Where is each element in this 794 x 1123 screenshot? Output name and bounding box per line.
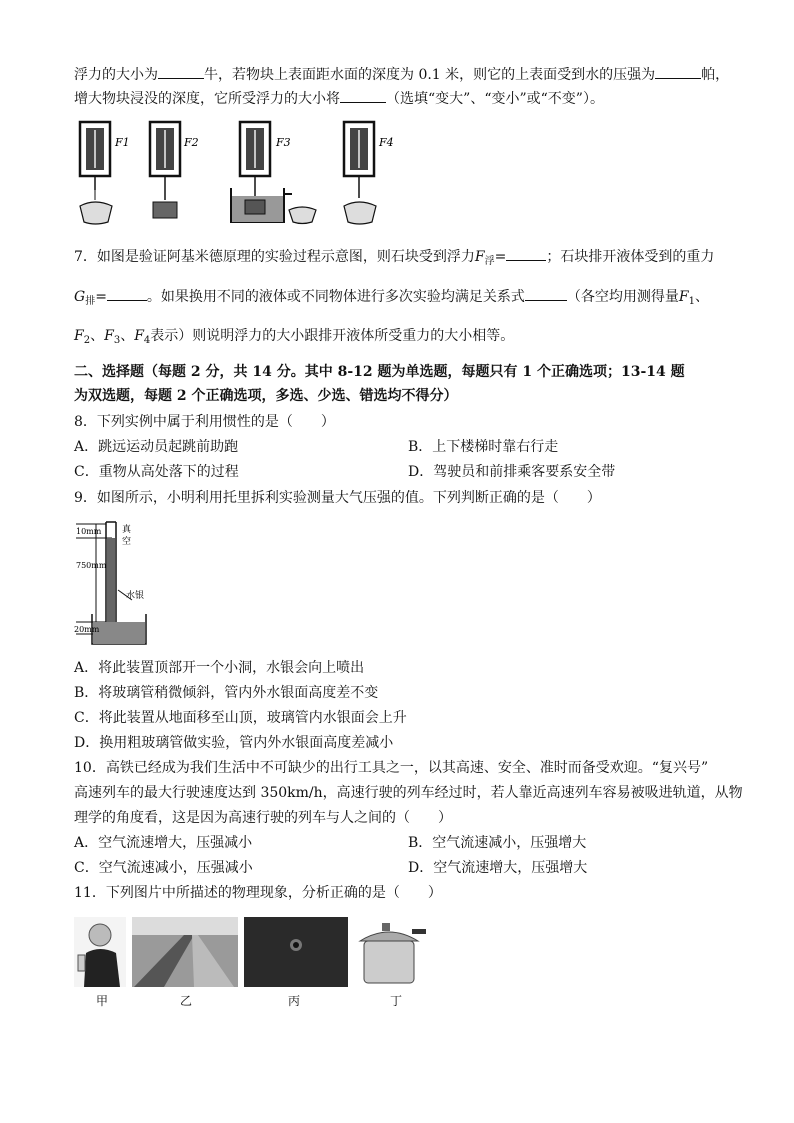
spring-scale-1: [80, 122, 112, 224]
q10-option-d[interactable]: D．空气流速增大，压强增大: [408, 860, 588, 876]
q10-option-b[interactable]: B．空气流速减小，压强增大: [408, 835, 587, 851]
scale-label-f3: F3: [276, 136, 291, 149]
scale-label-f2: F2: [184, 136, 199, 149]
photo-jia: [74, 917, 126, 987]
label-10mm: 10mm: [76, 527, 102, 536]
photo-label-bing: 丙: [288, 994, 301, 1008]
q9-option-c[interactable]: C．将此装置从地面移至山顶，玻璃管内水银面会上升: [74, 710, 407, 726]
q9-option-d[interactable]: D．换用粗玻璃管做实验，管内外水银面高度差减小: [74, 735, 394, 751]
label-vacuum-2: 空: [122, 537, 132, 547]
label-mercury: 水银: [126, 591, 145, 601]
answer-blank[interactable]: [655, 64, 701, 79]
q10-line-3: 理学的角度看，这是因为高速行驶的列车与人之间的（ ）: [74, 810, 452, 826]
q8-option-c[interactable]: C．重物从高处落下的过程: [74, 464, 239, 480]
spring-scale-3: [231, 122, 316, 224]
answer-blank[interactable]: [158, 64, 204, 79]
label-20mm: 20mm: [74, 625, 100, 634]
answer-blank[interactable]: [525, 286, 567, 301]
q8-option-b[interactable]: B．上下楼梯时靠右行走: [408, 439, 559, 455]
q10-line-2: 高速列车的最大行驶速度达到 350km/h，高速行驶的列车经过时，若人靠近高速列车容易被吸进轨道，从物: [74, 785, 743, 801]
photo-bing: [244, 917, 348, 987]
answer-blank[interactable]: [506, 246, 546, 261]
spring-scale-4: [344, 122, 376, 224]
q8-stem: 8．下列实例中属于利用惯性的是（ ）: [74, 414, 335, 430]
q8-option-d[interactable]: D．驾驶员和前排乘客要系安全带: [408, 464, 616, 480]
scale-label-f4: F4: [379, 136, 394, 149]
q11-stem: 11．下列图片中所描述的物理现象，分析正确的是（ ）: [74, 885, 442, 901]
photo-ding: [354, 917, 426, 987]
section-heading: 二、选择题（每题 2 分，共 14 分。其中 8-12 题为单选题，每题只有 1 个正确选项；13-14 题: [74, 364, 685, 380]
q6-line-2: 增大物块浸没的深度，它所受浮力的大小将 （选填“变大”、“变小”或“不变”）。: [74, 88, 604, 109]
photo-yi: [132, 917, 238, 987]
photo-label-yi: 乙: [180, 994, 193, 1008]
photo-label-jia: 甲: [96, 994, 109, 1008]
q11-photo-strip: [74, 915, 426, 991]
q7-line-3: $F_2$、$F_3$、$F_4$表示）则说明浮力的大小跟排开液体所受重力的大小相等。: [74, 328, 515, 346]
q10-line-1: 10．高铁已经成为我们生活中不可缺少的出行工具之一，以其高速、安全、准时而备受欢迎。“复兴号”: [74, 760, 709, 776]
section-heading-cont: 为双选题，每题 2 个正确选项，多选、少选、错选均不得分）: [74, 388, 458, 404]
q9-stem: 9．如图所示，小明利用托里拆利实验测量大气压强的值。下列判断正确的是（ ）: [74, 490, 601, 506]
q6-line-1: 浮力的大小为 牛，若物块上表面距水面的深度为 0.1 米，则它的上表面受到水的压强为 帕，: [74, 64, 729, 85]
scale-label-f1: F1: [115, 136, 130, 149]
answer-blank[interactable]: [107, 286, 147, 301]
q9-option-a[interactable]: A．将此装置顶部开一个小洞，水银会向上喷出: [74, 660, 365, 676]
q10-option-a[interactable]: A．空气流速增大，压强减小: [74, 835, 253, 851]
spring-scale-figure: [74, 118, 394, 228]
q8-option-a[interactable]: A．跳远运动员起跳前助跑: [74, 439, 239, 455]
q9-option-b[interactable]: B．将玻璃管稍微倾斜，管内外水银面高度差不变: [74, 685, 379, 701]
answer-blank[interactable]: [340, 88, 386, 103]
spring-scale-2: [150, 122, 180, 218]
q7-line-2: $G_排=$ 。如果换用不同的液体或不同物体进行多次实验均满足关系式 （各空均用测得量$F_1$、: [74, 286, 709, 312]
label-750mm: 750mm: [76, 561, 107, 570]
q7-line-1: 7．如图是验证阿基米德原理的实验过程示意图，则石块受到浮力$F_浮=$ ；石块排开液体受到的重力: [74, 246, 714, 272]
torricelli-figure: [74, 518, 154, 648]
photo-label-ding: 丁: [390, 994, 403, 1008]
label-vacuum-1: 真: [122, 525, 132, 535]
q10-option-c[interactable]: C．空气流速减小，压强减小: [74, 860, 253, 876]
